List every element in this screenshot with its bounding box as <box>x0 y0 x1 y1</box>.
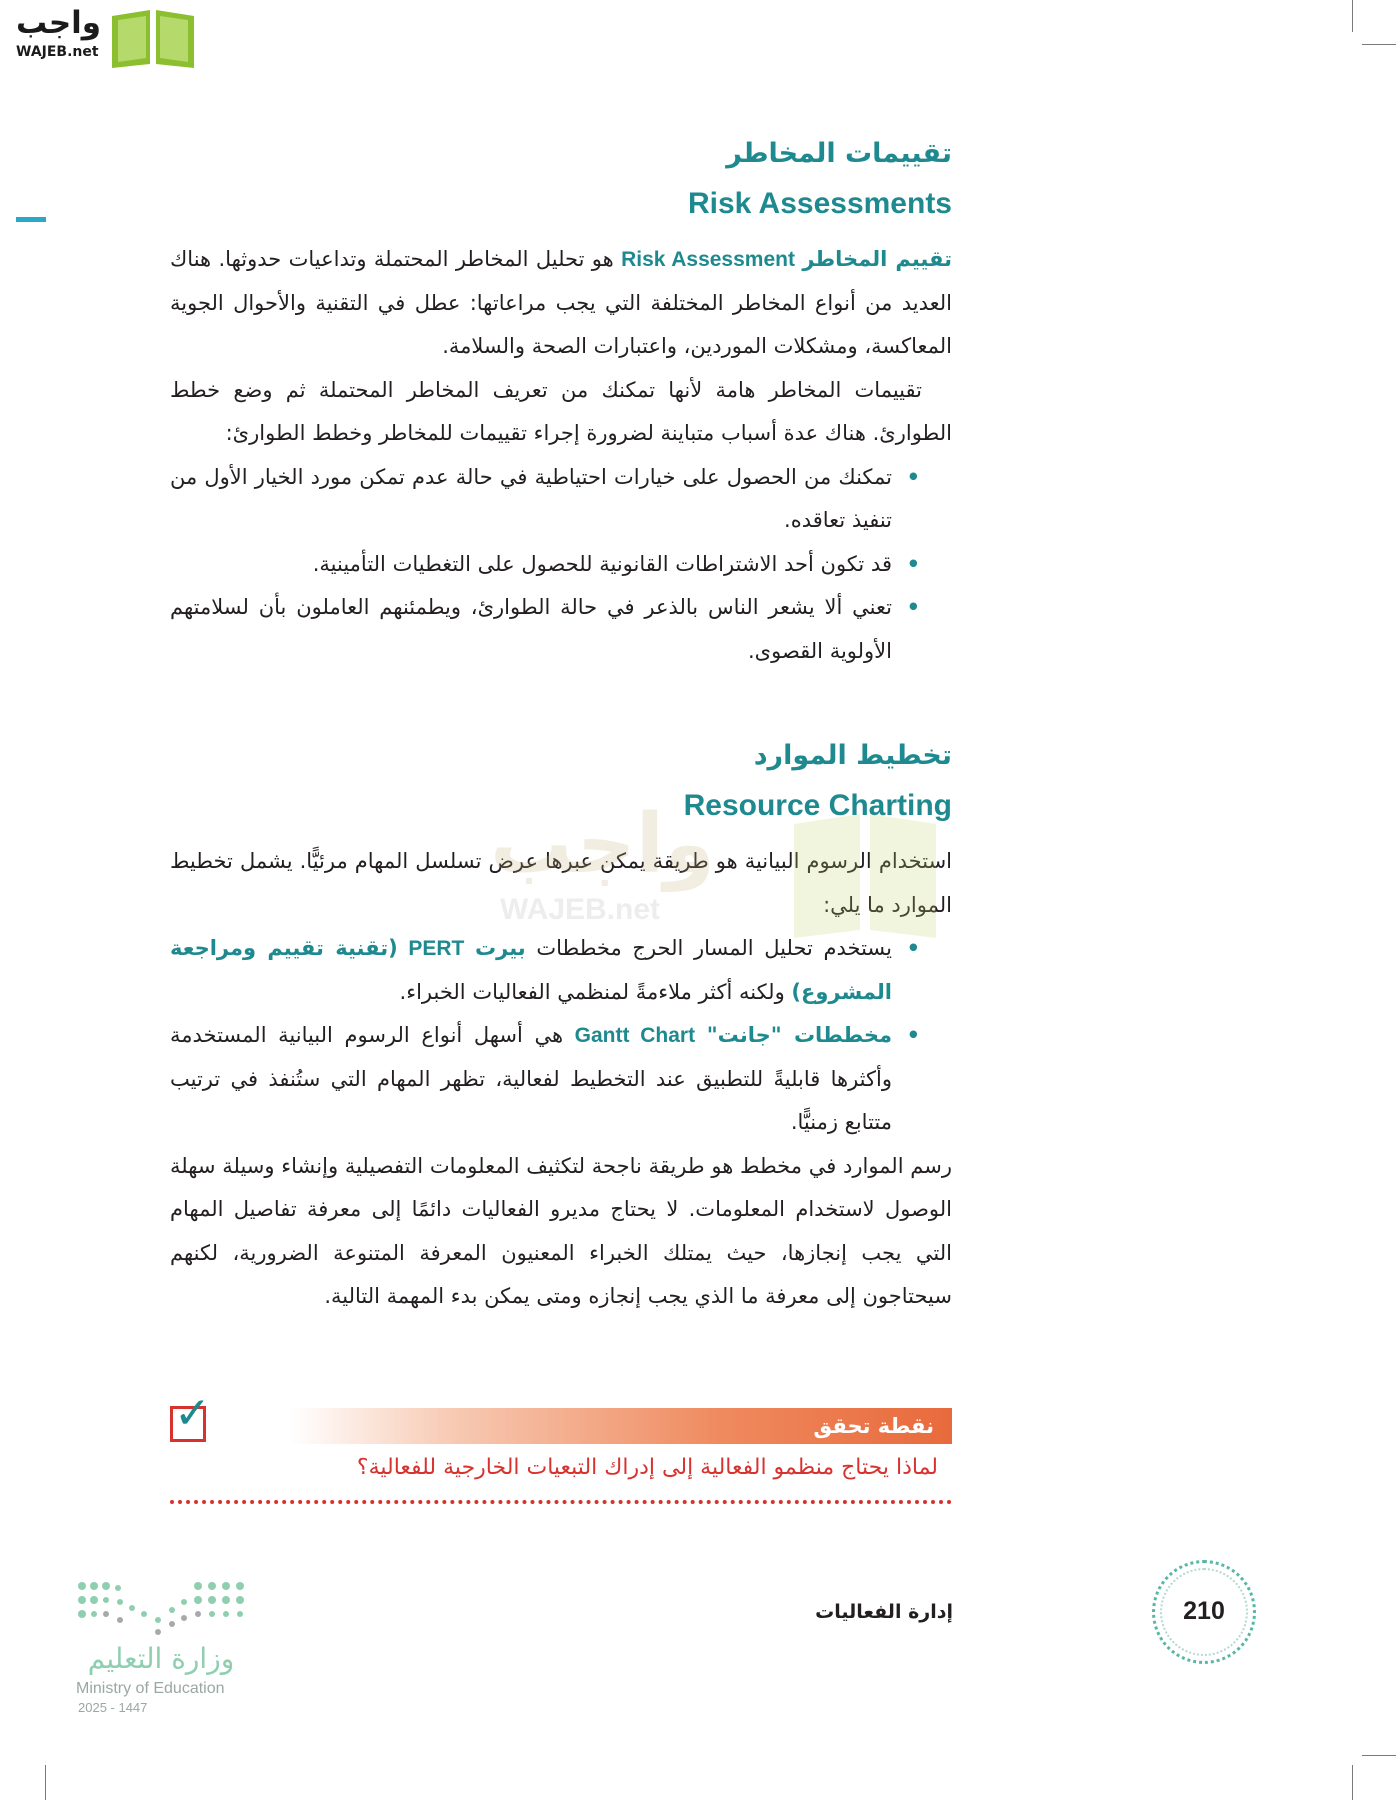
list-item <box>170 456 920 543</box>
list-item-text: قد تكون أحد الاشتراطات القانونية للحصول على التغطيات التأمينية. <box>312 551 892 576</box>
ministry-dots-icon <box>76 1580 246 1638</box>
list-item-text: تعني ألا يشعر الناس بالذعر في حالة الطوارئ، ويطمئنهم العاملون بأن لسلامتهم الأولوية القصوى. <box>170 595 892 663</box>
ministry-year: 2025 - 1447 <box>78 1700 148 1715</box>
term-en: PERT <box>408 937 465 960</box>
section-risk-assessments <box>170 134 952 673</box>
bullet-icon: • <box>906 595 920 619</box>
book-title: إدارة الفعاليات <box>815 1601 953 1623</box>
ministry-name-ar: وزارة التعليم <box>87 1642 235 1675</box>
logo-text-ar: واجب <box>16 5 102 41</box>
term-en: Gantt Chart <box>574 1024 696 1047</box>
section-title-ar: تخطيط الموارد <box>753 740 952 771</box>
paragraph: رسم الموارد في مخطط هو طريقة ناجحة لتكثيف المعلومات التفصيلية وإنشاء وسيلة سهلة الوصول لاستخدام المعلومات. لا يحتاج مديرو الفعاليات دائمًا إلى معرفة تفاصيل المهام التي يجب إنجازها، حيث يمتلك الخبراء المعنيون المعرفة المتنوعة الضرورية، لكنهم سيحتاجون إلى معرفة ما الذي يجب إنجازه ومتى يمكن بدء المهمة التالية. <box>170 1153 952 1308</box>
crop-mark <box>45 1765 46 1800</box>
section-resource-charting <box>170 736 952 1319</box>
bullet-icon: • <box>906 1023 920 1047</box>
crop-mark <box>1362 1755 1396 1756</box>
section-title-en: Resource Charting <box>683 789 952 822</box>
bullet-icon: • <box>906 551 920 576</box>
crop-mark <box>1362 44 1396 45</box>
section-title-en: Risk Assessments <box>687 187 952 220</box>
book-icon <box>110 8 196 68</box>
watermark-text-en: WAJEB.net <box>500 893 661 926</box>
term-en: Risk Assessment <box>621 248 795 271</box>
section-title-ar: تقييمات المخاطر <box>726 138 952 169</box>
paragraph-text: هو تحليل المخاطر المحتملة وتداعيات حدوثها. هناك العديد من أنواع المخاطر المختلفة التي يجب مراعاتها: عطل في التقنية والأحوال الجوية المعاكسة، ومشكلات الموردين، واعتبارات الصحة والسلامة. <box>170 247 952 358</box>
side-marker <box>16 217 46 222</box>
list-item-text: تمكنك من الحصول على خيارات احتياطية في حالة عدم تمكن مورد الخيار الأول من تنفيذ تعاقده. <box>170 464 892 532</box>
bullet-icon: • <box>906 464 920 489</box>
paragraph <box>170 238 952 369</box>
watermark-text-ar: واجب <box>490 797 715 892</box>
list-item <box>170 586 920 673</box>
checkpoint-title: نقطة تحقق <box>813 1414 934 1438</box>
page-number: 210 <box>1183 1597 1225 1625</box>
paragraph: تقييمات المخاطر هامة لأنها تمكنك من تعريف المخاطر المحتملة ثم وضع خطط الطوارئ. هناك عدة أسباب متباينة لضرورة إجراء تقييمات للمخاطر وخطط الطوارئ: <box>170 377 952 445</box>
ministry-logo <box>76 1580 266 1730</box>
term-ar: بيرت <box>475 936 526 960</box>
bullet-list <box>170 927 952 1145</box>
bullet-icon: • <box>906 936 920 960</box>
term-ar: مخططات "جانت" <box>706 1023 892 1047</box>
paragraph: استخدام الرسوم البيانية هو طريقة يمكن عبرها عرض تسلسل المهام مرئيًّا. يشمل تخطيط الموارد ما يلي: <box>170 849 952 917</box>
list-item <box>170 927 920 1014</box>
wajeb-logo[interactable] <box>10 6 190 68</box>
crop-mark <box>1352 1765 1353 1800</box>
term-explanation: (تقنية تقييم ومراجعة المشروع) <box>170 936 892 1004</box>
ministry-name-en: Ministry of Education <box>76 1680 225 1697</box>
check-icon: ✓ <box>174 1388 211 1439</box>
crop-mark <box>1352 0 1353 32</box>
term-ar: تقييم المخاطر <box>802 247 952 271</box>
dotted-divider <box>170 1500 952 1504</box>
list-item-text: ولكنه أكثر ملاءمةً لمنظمي الفعاليات الخبراء. <box>399 979 785 1004</box>
list-item-text: يستخدم تحليل المسار الحرج مخططات <box>536 936 892 960</box>
list-item <box>170 543 920 587</box>
checkpoint-question: لماذا يحتاج منظمو الفعالية إلى إدراك التبعيات الخارجية للفعالية؟ <box>356 1455 938 1480</box>
logo-text-en: WAJEB.net <box>16 44 99 60</box>
list-item-text: هي أسهل أنواع الرسوم البيانية المستخدمة وأكثرها قابليةً للتطبيق عند التخطيط لفعالية، تظهر المهام التي ستُنفذ في ترتيب متتابع زمنيًّا. <box>170 1023 892 1134</box>
bullet-list <box>170 456 952 674</box>
list-item <box>170 1014 920 1145</box>
